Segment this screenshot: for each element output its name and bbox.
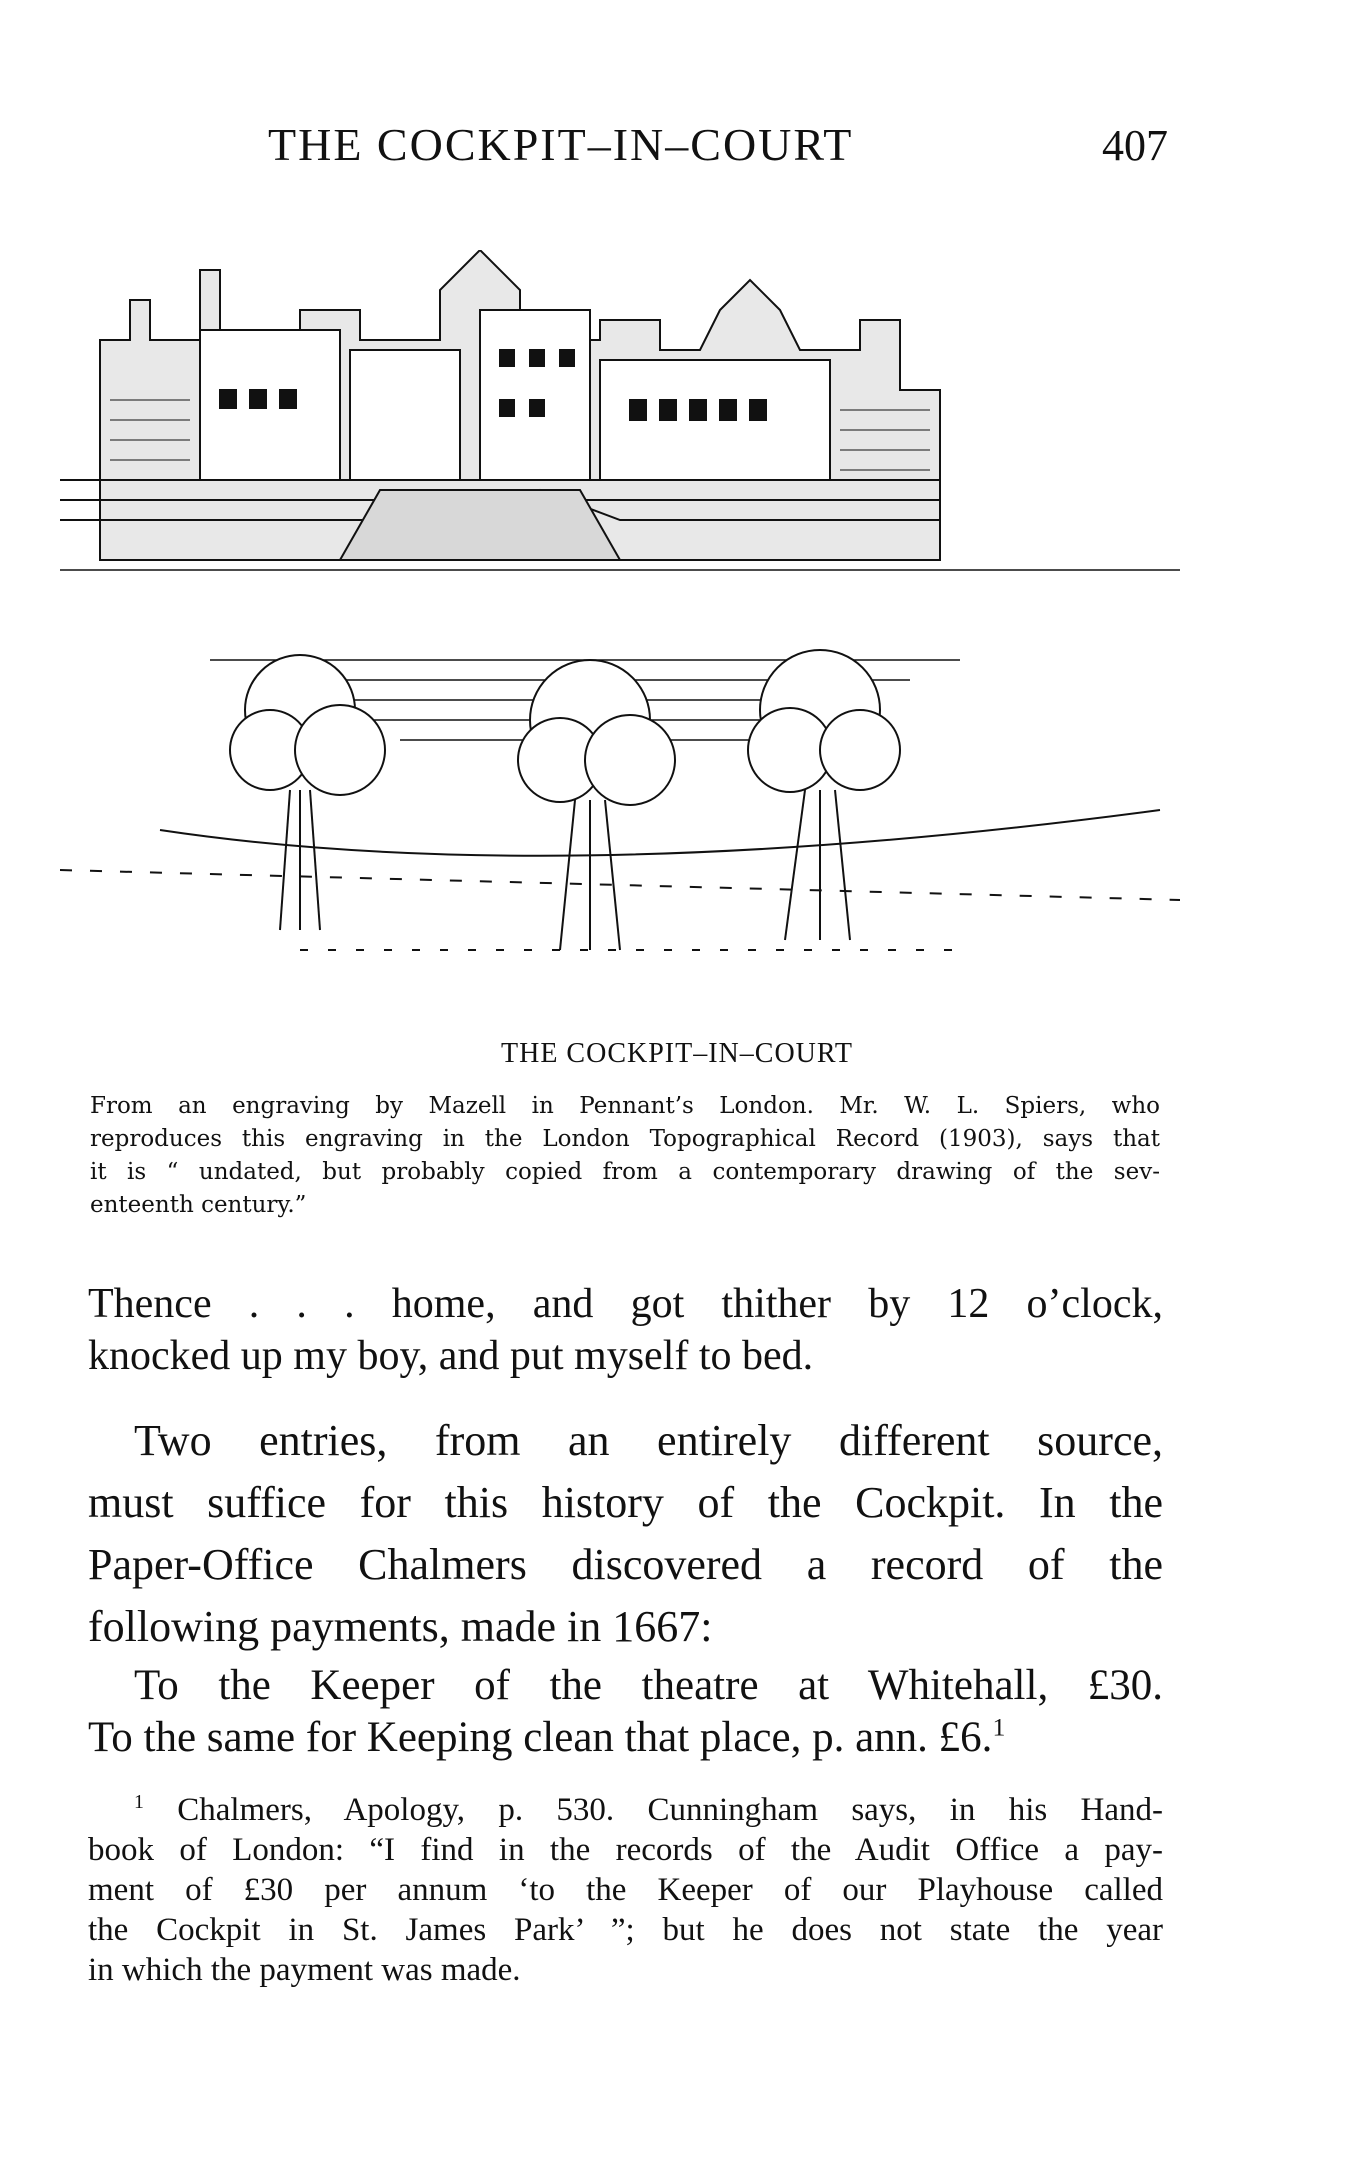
body-line: must suffice for this history of the Cockpit. In the — [88, 1478, 1163, 1527]
footnote-line — [88, 1790, 1163, 1830]
page-number: 407 — [1102, 121, 1168, 170]
footnote-reference: 1 — [992, 1712, 1006, 1742]
body-line: Paper-Office Chalmers discovered a record of the — [88, 1540, 1163, 1589]
footnote-line: in which the payment was made. — [88, 1952, 521, 1988]
running-head — [88, 118, 1168, 178]
body-line: Two entries, from an entirely different source, — [134, 1416, 1163, 1465]
engraving-illustration — [60, 250, 1180, 990]
quote-line — [88, 1712, 1163, 1764]
body-paragraph — [88, 1278, 1163, 1382]
body-line: knocked up my boy, and put myself to bed. — [88, 1333, 814, 1379]
quote-line-text: To the same for Keeping clean that place, p. ann. £6. — [88, 1714, 993, 1761]
body-line: following payments, made in 1667: — [88, 1602, 713, 1651]
caption-line: From an engraving by Mazell in Pennant’s London. Mr. W. L. Spiers, who — [90, 1093, 1160, 1119]
body-paragraph — [88, 1410, 1163, 1658]
footnote-line: ment of £30 per annum ‘to the Keeper of our Playhouse called — [88, 1872, 1163, 1908]
footnote-line: the Cockpit in St. James Park’ ”; but he does not state the year — [88, 1912, 1163, 1948]
quoted-entries — [88, 1660, 1163, 1764]
quote-line: To the Keeper of the theatre at Whitehall, £30. — [134, 1662, 1163, 1709]
body-line: Thence . . . home, and got thither by 12 o’clock, — [88, 1281, 1163, 1327]
caption-line: reproduces this engraving in the London Topographical Record (1903), says that — [90, 1126, 1160, 1152]
footnote-line: book of London: “I find in the records of the Audit Office a pay- — [88, 1832, 1163, 1868]
running-title: THE COCKPIT–IN–COURT — [268, 119, 854, 170]
caption-line: it is “ undated, but probably copied from a contemporary drawing of the sev- — [90, 1159, 1160, 1185]
figure-caption — [90, 1090, 1160, 1222]
figure-caption-title: THE COCKPIT–IN–COURT — [501, 1038, 853, 1069]
footnote-marker: 1 — [134, 1791, 144, 1813]
caption-line: enteenth century.” — [90, 1192, 307, 1218]
footnote-line-text: Chalmers, Apology, p. 530. Cunningham says, in his Hand- — [177, 1792, 1164, 1828]
footnote — [88, 1790, 1163, 1990]
